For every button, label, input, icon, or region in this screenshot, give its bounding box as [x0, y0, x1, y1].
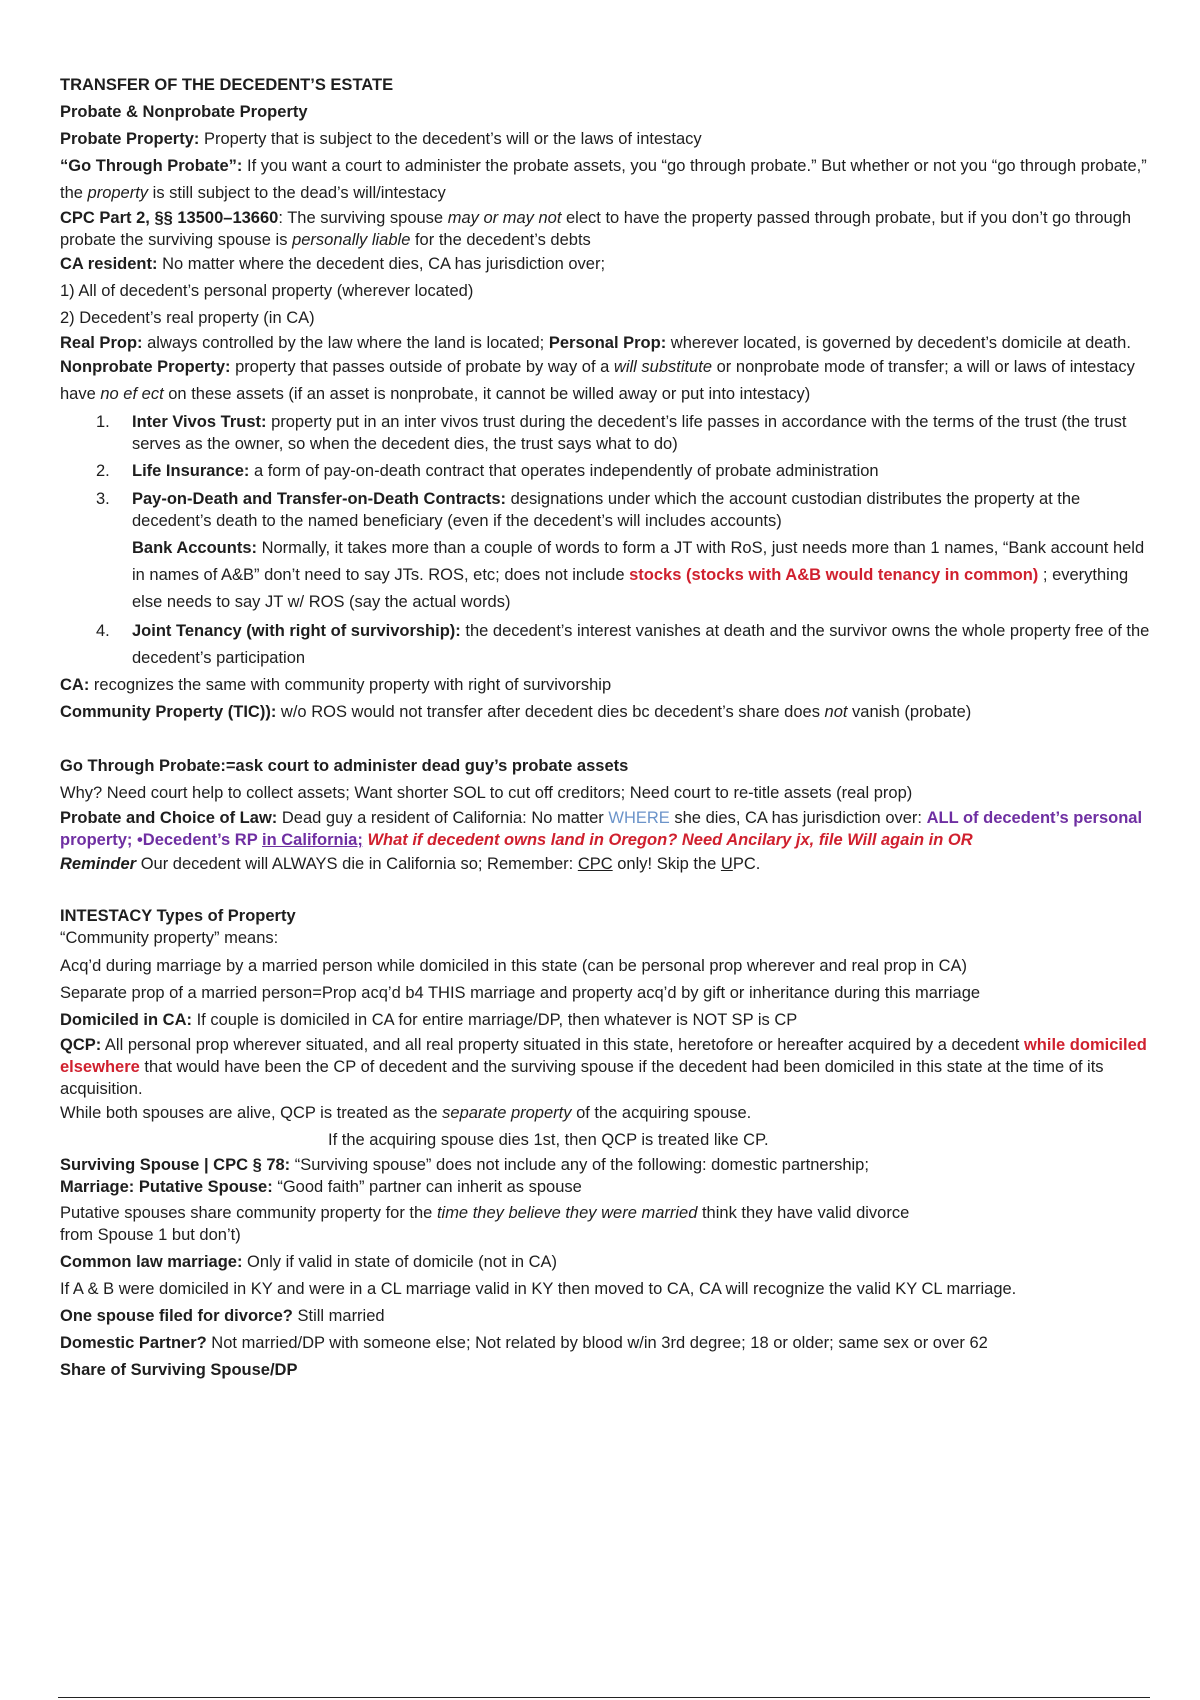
paragraph-community-property-means: “Community property” means:: [60, 929, 279, 947]
paragraph-while-both-alive: While both spouses are alive, QCP is treated as the separate property of the acquiring spouse.: [60, 1104, 752, 1122]
section-heading-go-through-probate: Go Through Probate:=ask court to administer dead guy’s probate assets: [60, 757, 629, 775]
spacer: [60, 726, 1150, 753]
list-item: 4. Joint Tenancy (with right of survivorship): the decedent’s interest vanishes at death and the survivor owns the whole property free of the decedent’s participation: [96, 622, 1150, 667]
paragraph-go-through-probate: “Go Through Probate”: If you want a court to administer the probate assets, you “go through probate.” But whether or not you “go through probate,” the property is still subject to the dead’s will/intestacy: [60, 157, 1147, 202]
paragraph-real-property: 2) Decedent’s real property (in CA): [60, 309, 315, 327]
paragraph-nonprobate-property: Nonprobate Property: property that passes outside of probate by way of a will substitute or nonprobate mode of transfer; a will or laws of intestacy have no ef ect on these assets (if an asset is nonprobate, it cannot be willed away or put into intestacy): [60, 358, 1135, 403]
paragraph-domestic-partner: Domestic Partner? Not married/DP with someone else; Not related by blood w/in 3rd degree; 18 or older; same sex or over 62: [60, 1334, 988, 1352]
paragraph-cpc-part-2: CPC Part 2, §§ 13500–13660: The surviving spouse may or may not elect to have the property passed through probate, but if you don’t go through probate the surviving spouse is personally liable for the decedent’s debts: [60, 209, 1132, 249]
section-heading-intestacy: INTESTACY Types of Property: [60, 907, 296, 925]
paragraph-community-property-tic: Community Property (TIC)): w/o ROS would not transfer after decedent dies bc decedent’s share does not vanish (probate): [60, 703, 972, 721]
paragraph-divorce: One spouse filed for divorce? Still married: [60, 1307, 385, 1325]
paragraph-share-of-surviving-spouse: Share of Surviving Spouse/DP: [60, 1361, 298, 1379]
nonprobate-list: [60, 411, 1150, 672]
paragraph-ca-resident: CA resident: No matter where the decedent dies, CA has jurisdiction over;: [60, 255, 606, 273]
bottom-rule: [58, 1697, 1150, 1698]
paragraph-putative-spouses-share: Putative spouses share community property for the time they believe they were married think they have valid divorce from Spouse 1 but don’t): [60, 1204, 910, 1244]
paragraph-domiciled-in-ca: Domiciled in CA: If couple is domiciled in CA for entire marriage/DP, then whatever is NOT SP is CP: [60, 1011, 798, 1029]
paragraph-reminder: Reminder Our decedent will ALWAYS die in California so; Remember: CPC only! Skip the UPC.: [60, 855, 761, 873]
paragraph-bank-accounts: Bank Accounts: Normally, it takes more than a couple of words to form a JT with RoS, just needs more than 1 names, “Bank account held in names of A&B” don’t need to say JTs. ROS, etc; does not include stocks (stocks with A&B would tenancy in common) ; everything else needs to say JT w/ ROS (say the actual words): [132, 539, 1145, 611]
paragraph-qcp: QCP: All personal prop wherever situated, and all real property situated in this state, heretofore or hereafter acquired by a decedent while domiciled elsewhere that would have been the CP of decedent and the surviving spouse if the decedent had been domiciled in this state at the time of its acquisition.: [60, 1036, 1147, 1098]
paragraph-probate-choice-of-law: Probate and Choice of Law: Dead guy a resident of California: No matter WHERE she dies, CA has jurisdiction over: ALL of decedent’s personal property; •Decedent’s RP in California; What if decedent owns land in Oregon? Need Ancilary jx, file Will again in OR: [60, 809, 1143, 849]
list-item: 3. Pay-on-Death and Transfer-on-Death Contracts: designations under which the account custodian distributes the property at the decedent’s death to the named beneficiary (even if the decedent’s will includes accounts): [96, 490, 1081, 530]
paragraph-separate-property: Separate prop of a married person=Prop acq’d b4 THIS marriage and property acq’d by gift or inheritance during this marriage: [60, 984, 981, 1002]
paragraph-common-law-marriage: Common law marriage: Only if valid in state of domicile (not in CA): [60, 1253, 558, 1271]
paragraph-ky-example: If A & B were domiciled in KY and were in a CL marriage valid in KY then moved to CA, CA will recognize the valid KY CL marriage.: [60, 1280, 1017, 1298]
document-page: [60, 72, 1150, 1384]
list-item: 2. Life Insurance: a form of pay-on-death contract that operates independently of probate administration: [96, 462, 879, 480]
paragraph-probate-property: Probate Property: Property that is subject to the decedent’s will or the laws of intestacy: [60, 130, 702, 148]
paragraph-why: Why? Need court help to collect assets; Want shorter SOL to cut off creditors; Need court to re-title assets (real prop): [60, 784, 913, 802]
paragraph-personal-property: 1) All of decedent’s personal property (wherever located): [60, 282, 474, 300]
paragraph-ca-recognizes: CA: recognizes the same with community property with right of survivorship: [60, 676, 612, 694]
paragraph-acquiring-spouse-dies: If the acquiring spouse dies 1st, then QCP is treated like CP.: [328, 1131, 769, 1149]
list-item: 1. Inter Vivos Trust: property put in an inter vivos trust during the decedent’s life passes in accordance with the terms of the trust (the trust serves as the owner, so when the decedent dies, the trust says what to do): [96, 413, 1127, 453]
section-heading-probate: Probate & Nonprobate Property: [60, 103, 308, 121]
paragraph-real-prop: Real Prop: always controlled by the law where the land is located; Personal Prop: wherever located, is governed by decedent’s domicile at death.: [60, 334, 1131, 352]
paragraph-surviving-spouse: Surviving Spouse | CPC § 78: “Surviving spouse” does not include any of the following: domestic partnership;: [60, 1156, 869, 1174]
paragraph-putative-spouse: Marriage: Putative Spouse: “Good faith” partner can inherit as spouse: [60, 1178, 582, 1196]
paragraph-acquired-during-marriage: Acq’d during marriage by a married person while domiciled in this state (can be personal prop wherever and real prop in CA): [60, 957, 968, 975]
spacer: [60, 878, 1150, 905]
document-title: TRANSFER OF THE DECEDENT’S ESTATE: [60, 76, 394, 94]
